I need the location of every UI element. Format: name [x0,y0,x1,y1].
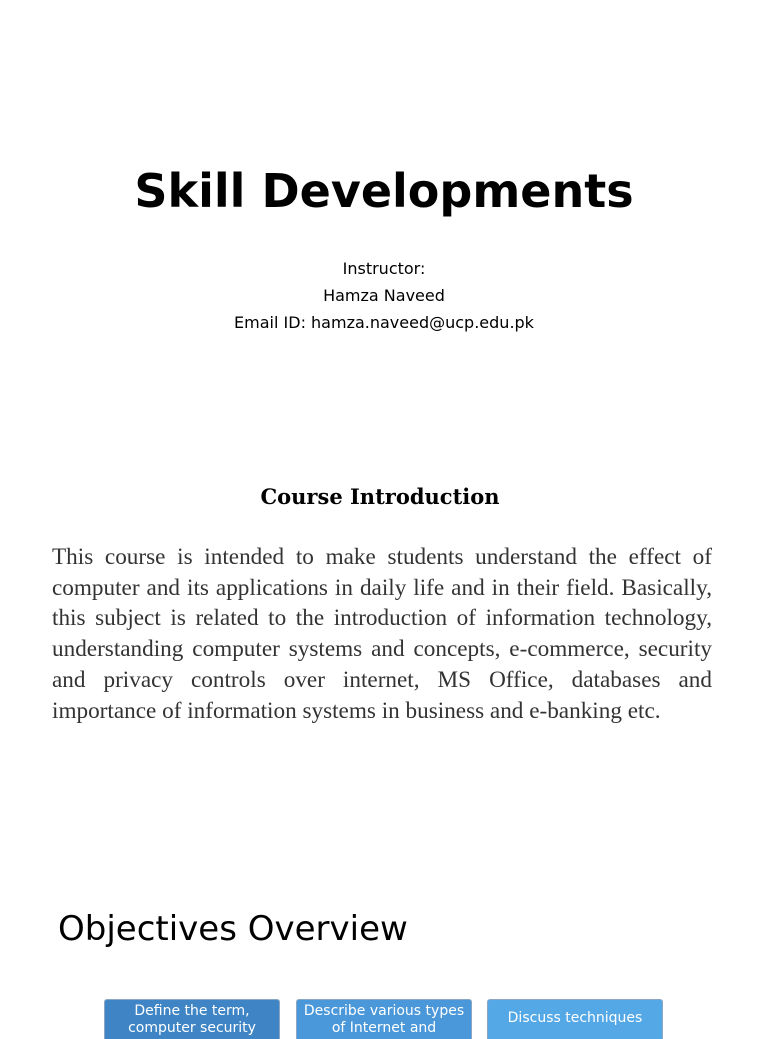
objective-card-internet-types: Describe various types of Internet and [296,999,472,1039]
course-introduction-text: This course is intended to make students understand the effect of computer and its applications in daily life and in their field. Basically, this subject is related to the introduction of information technology, understanding computer systems and concepts, e-commerce, security and privacy controls over internet, MS Office, databases and importance of information systems in business and e-banking etc. [52,544,712,724]
instructor-info [0,255,768,336]
instructor-label: Instructor: [342,259,426,278]
instructor-name: Hamza Naveed [323,286,445,305]
objective-card-techniques: Discuss techniques [487,999,663,1039]
instructor-email: Email ID: hamza.naveed@ucp.edu.pk [234,313,534,332]
slide-title: Skill Developments [134,164,634,218]
objectives-overview-heading: Objectives Overview [58,909,408,949]
objective-card-computer-security: Define the term, computer security [104,999,280,1039]
course-introduction-heading: Course Introduction [260,484,500,509]
